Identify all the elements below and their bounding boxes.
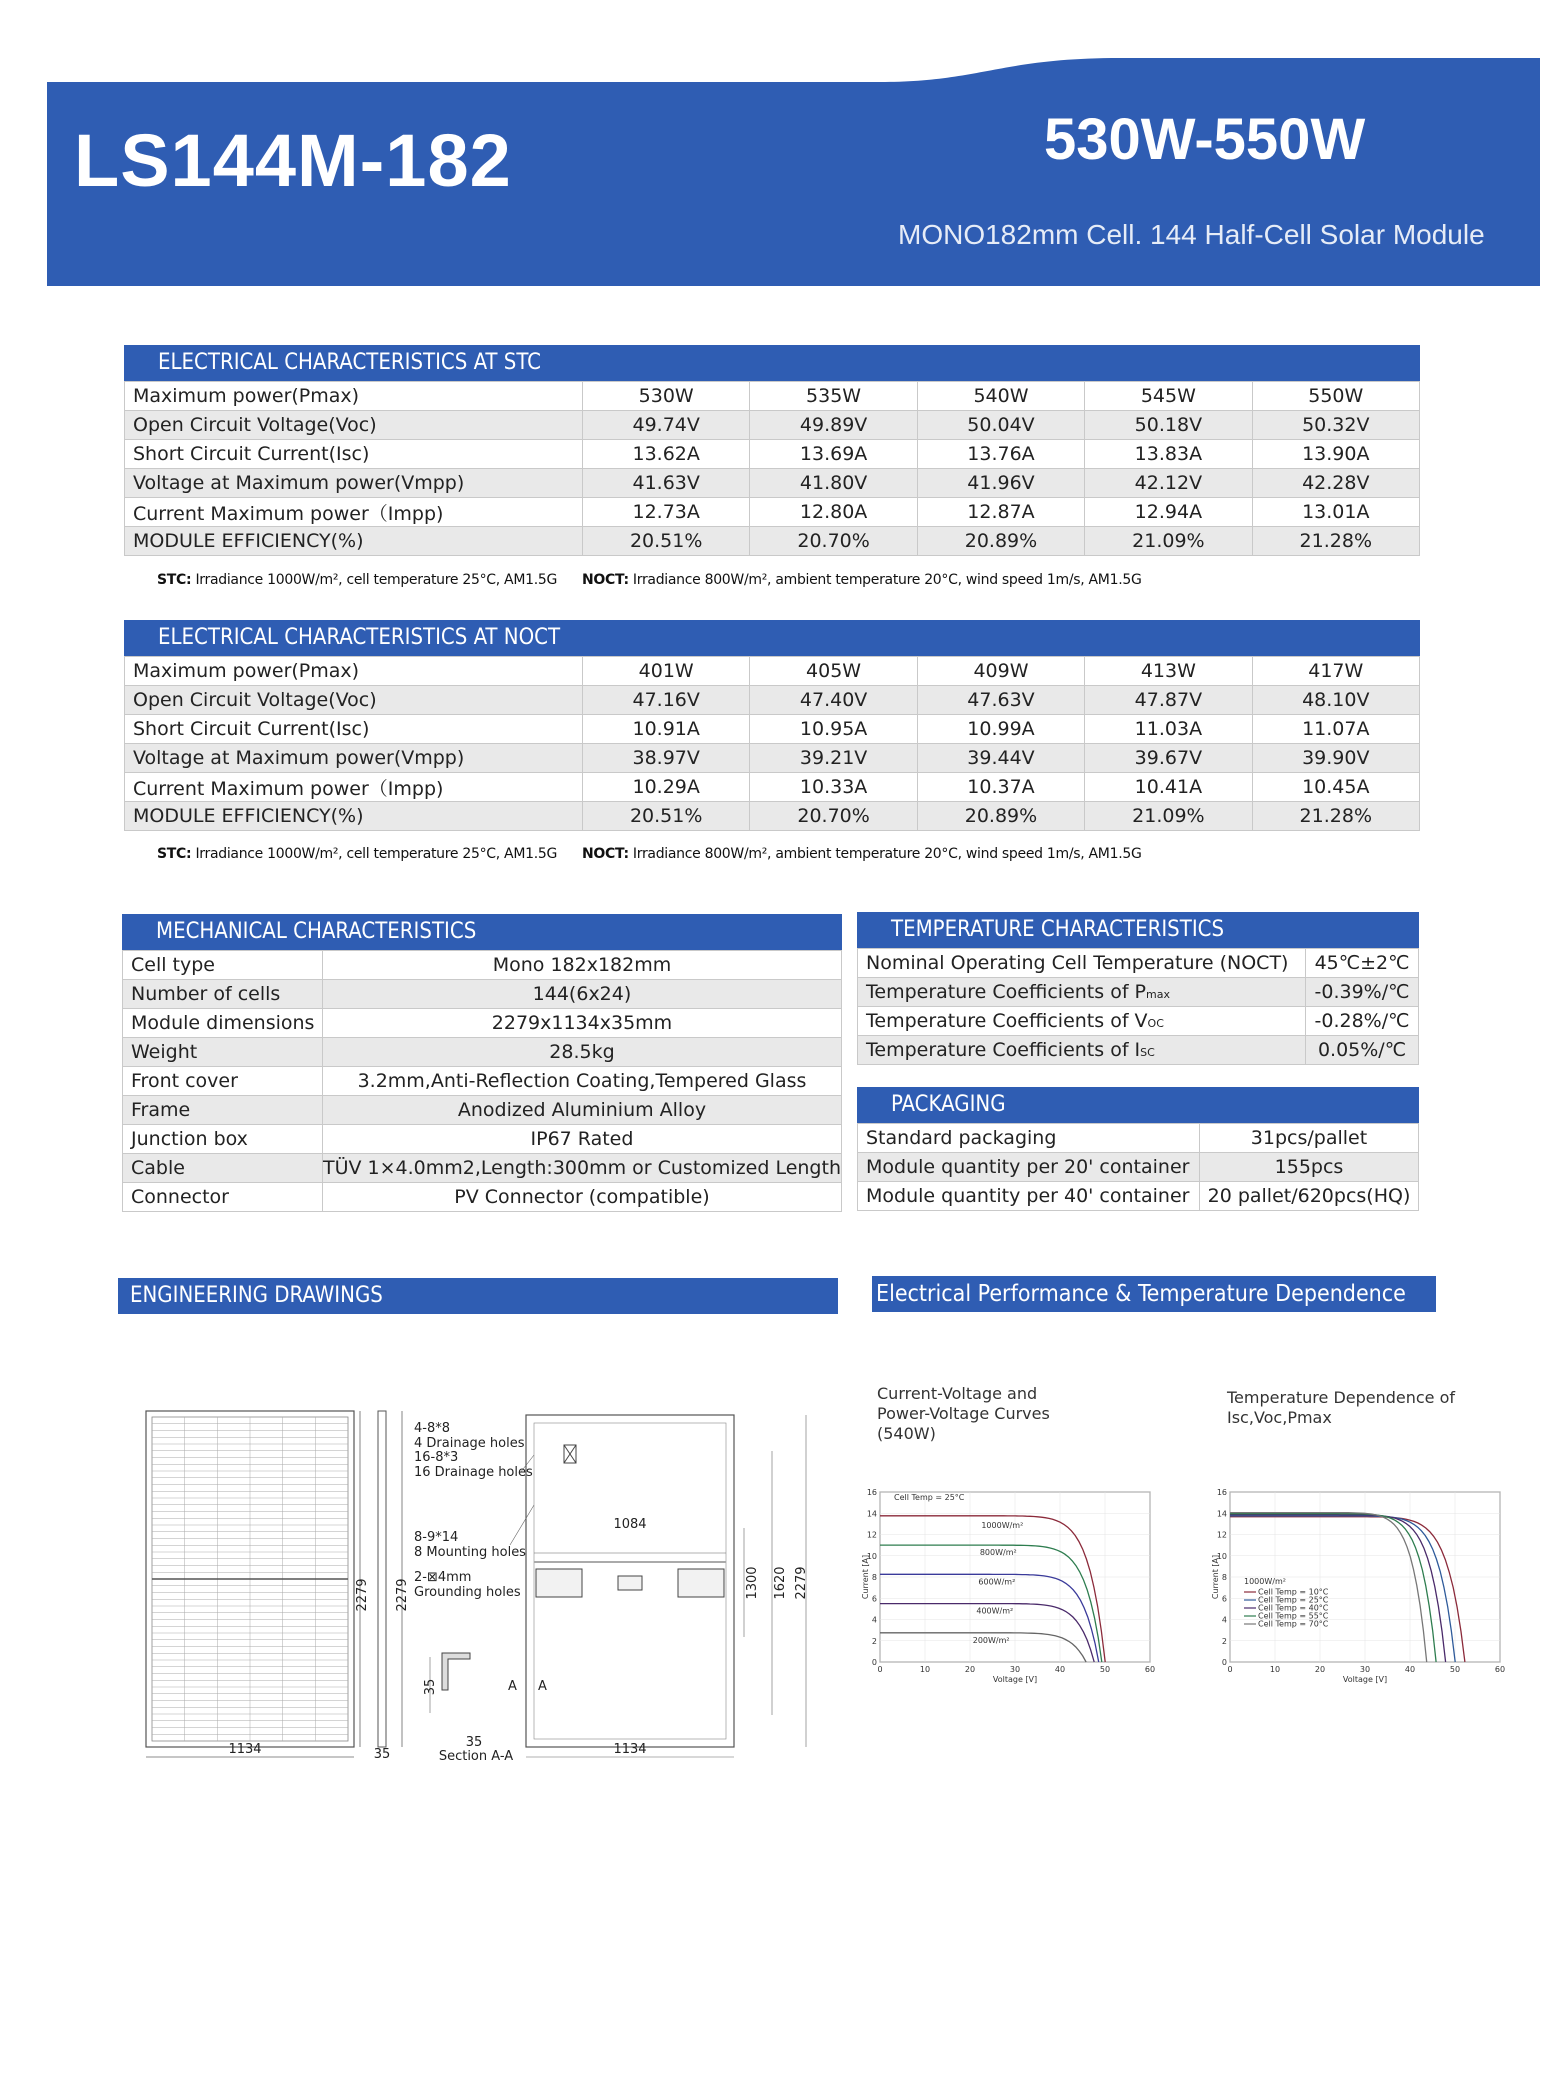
noct-row <box>125 715 1420 744</box>
mech-value: TÜV 1×4.0mm2,Length:300mm or Customized Length <box>322 1154 841 1183</box>
y-tick-label: 4 <box>871 1615 877 1625</box>
mech-value: Mono 182x182mm <box>322 951 841 980</box>
mech-label: Module dimensions <box>123 1009 323 1038</box>
series-label: 400W/m² <box>976 1606 1014 1616</box>
noct-header: ELECTRICAL CHARACTERISTICS AT NOCT <box>124 620 1420 656</box>
x-tick-label: 60 <box>1494 1665 1506 1674</box>
pack-label: Standard packaging <box>858 1124 1200 1153</box>
noct-value: 10.45A <box>1252 773 1419 802</box>
stc-label: Open Circuit Voltage(Voc) <box>125 411 583 440</box>
temp-label: Nominal Operating Cell Temperature (NOCT) <box>858 949 1306 978</box>
stc-value: 42.12V <box>1085 469 1252 498</box>
temp-row <box>858 1036 1419 1065</box>
stc-value: 530W <box>583 382 750 411</box>
temp-label-sub: max <box>1146 988 1170 1001</box>
y-tick-label: 0 <box>871 1658 877 1667</box>
stc-table <box>124 381 1420 556</box>
noct-value: 39.90V <box>1252 744 1419 773</box>
y-axis-label: Current [A] <box>861 1554 870 1600</box>
model-title: LS144M-182 <box>74 119 512 202</box>
dim-width-back: 1134 <box>613 1742 647 1757</box>
mech-row <box>123 1183 842 1212</box>
label-drain1b: 4 Drainage holes <box>414 1436 525 1451</box>
stc-label: Maximum power(Pmax) <box>125 382 583 411</box>
chart2-title: Temperature Dependence of Isc,Voc,Pmax <box>1227 1388 1456 1427</box>
stc-note: STC: Irradiance 1000W/m², cell temperature 25°C, AM1.5G <box>157 572 558 588</box>
noct-table <box>124 656 1420 831</box>
y-tick-label: 2 <box>1221 1636 1227 1646</box>
mech-value: PV Connector (compatible) <box>322 1183 841 1212</box>
y-tick-label: 6 <box>1221 1594 1227 1604</box>
stc-value: 41.63V <box>583 469 750 498</box>
mechanical-table <box>122 950 842 1212</box>
pack-row <box>858 1153 1419 1182</box>
dim-2279-back: 2279 <box>794 1566 809 1600</box>
x-axis-label: Voltage [V] <box>1342 1675 1388 1684</box>
stc-row <box>125 411 1420 440</box>
pack-row <box>858 1124 1419 1153</box>
noct-value: 11.07A <box>1252 715 1419 744</box>
stc-value: 13.90A <box>1252 440 1419 469</box>
x-tick-label: 40 <box>1404 1665 1416 1674</box>
mech-label: Connector <box>123 1183 323 1212</box>
noct-value: 20.70% <box>750 802 917 831</box>
subtitle: MONO182mm Cell. 144 Half-Cell Solar Module <box>898 219 1485 250</box>
label-drain2b: 16 Drainage holes <box>414 1465 533 1480</box>
noct-value: 20.89% <box>917 802 1084 831</box>
mech-row <box>123 1038 842 1067</box>
dim-height-front: 2279 <box>355 1578 370 1612</box>
stc-value: 13.69A <box>750 440 917 469</box>
series-label: 200W/m² <box>972 1635 1010 1645</box>
stc-label: Current Maximum power（Impp) <box>125 498 583 527</box>
temperature-header: TEMPERATURE CHARACTERISTICS <box>857 912 1419 948</box>
noct-value: 39.21V <box>750 744 917 773</box>
noct-value: 39.67V <box>1085 744 1252 773</box>
chart1-title: Current-Voltage and Power-Voltage Curves (540W) <box>877 1384 1050 1443</box>
mech-row <box>123 1067 842 1096</box>
dim-width-front: 1134 <box>228 1742 262 1757</box>
label-drain2: 16-8*3 <box>414 1450 459 1465</box>
section-label: Section A-A <box>438 1749 514 1764</box>
stc-row <box>125 382 1420 411</box>
pack-value: 31pcs/pallet <box>1200 1124 1419 1153</box>
noct-value: 10.91A <box>583 715 750 744</box>
noct-label: Maximum power(Pmax) <box>125 657 583 686</box>
stc-value: 49.74V <box>583 411 750 440</box>
stc-value: 20.70% <box>750 527 917 556</box>
stc-value: 41.80V <box>750 469 917 498</box>
y-tick-label: 8 <box>1221 1573 1227 1582</box>
y-tick-label: 0 <box>1221 1658 1227 1667</box>
x-tick-label: 50 <box>1449 1665 1461 1674</box>
front-view <box>146 1411 354 1747</box>
temp-row <box>858 1007 1419 1036</box>
mech-value: 2279x1134x35mm <box>322 1009 841 1038</box>
performance-header: Electrical Performance & Temperature Dependence <box>872 1276 1436 1312</box>
noct-value: 47.63V <box>917 686 1084 715</box>
x-tick-label: 40 <box>1054 1665 1066 1674</box>
drawings-header: ENGINEERING DRAWINGS <box>118 1278 838 1314</box>
y-axis-label: Current [A] <box>1211 1554 1220 1600</box>
stc-row <box>125 527 1420 556</box>
mech-label: Cell type <box>123 951 323 980</box>
mech-label: Frame <box>123 1096 323 1125</box>
x-tick-label: 0 <box>877 1665 883 1674</box>
stc-value: 12.87A <box>917 498 1084 527</box>
pack-value: 155pcs <box>1200 1153 1419 1182</box>
noct-value: 47.16V <box>583 686 750 715</box>
stc-header: ELECTRICAL CHARACTERISTICS AT STC <box>124 345 1420 381</box>
mech-row <box>123 1009 842 1038</box>
stc-row <box>125 440 1420 469</box>
stc-value: 545W <box>1085 382 1252 411</box>
noct-value: 20.51% <box>583 802 750 831</box>
section-a-left: A <box>508 1679 517 1694</box>
series-label: 1000W/m² <box>981 1520 1024 1530</box>
power-range: 530W-550W <box>1044 107 1366 172</box>
mech-label: Cable <box>123 1154 323 1183</box>
stc-label: Short Circuit Current(Isc) <box>125 440 583 469</box>
y-tick-label: 12 <box>1216 1530 1227 1540</box>
y-tick-label: 16 <box>1216 1488 1227 1497</box>
legend-entry: Cell Temp = 55°C <box>1258 1611 1329 1621</box>
noct-value: 47.87V <box>1085 686 1252 715</box>
mechanical-header: MECHANICAL CHARACTERISTICS <box>122 914 842 950</box>
stc-value: 540W <box>917 382 1084 411</box>
temp-value: 0.05%/℃ <box>1306 1036 1419 1065</box>
dim-height-side: 2279 <box>395 1578 410 1612</box>
y-tick-label: 6 <box>871 1594 877 1604</box>
temp-label: Temperature Coefficients of Pmax <box>858 978 1306 1007</box>
dim-section-35b: 35 <box>465 1735 483 1750</box>
temperature-table <box>857 948 1419 1065</box>
x-tick-label: 0 <box>1227 1665 1233 1674</box>
noct-label: MODULE EFFICIENCY(%) <box>125 802 583 831</box>
noct-label: Current Maximum power（Impp) <box>125 773 583 802</box>
y-tick-label: 14 <box>866 1509 877 1519</box>
legend-entry: Cell Temp = 10°C <box>1258 1587 1329 1597</box>
side-view <box>374 1411 410 1762</box>
stc-value: 21.09% <box>1085 527 1252 556</box>
y-tick-label: 8 <box>871 1573 877 1582</box>
stc-label: Voltage at Maximum power(Vmpp) <box>125 469 583 498</box>
packaging-table <box>857 1123 1419 1211</box>
y-tick-label: 4 <box>1221 1615 1227 1625</box>
label-ground: 2-⊠4mm <box>414 1570 472 1585</box>
packaging-header: PACKAGING <box>857 1087 1419 1123</box>
label-drain1: 4-8*8 <box>414 1421 451 1436</box>
x-tick-label: 50 <box>1099 1665 1111 1674</box>
series-label: 600W/m² <box>978 1577 1016 1587</box>
dim-section-35: 35 <box>423 1678 438 1696</box>
stc-value: 42.28V <box>1252 469 1419 498</box>
noct-value: 38.97V <box>583 744 750 773</box>
noct-label: Open Circuit Voltage(Voc) <box>125 686 583 715</box>
series-label: 800W/m² <box>979 1548 1017 1558</box>
section-a-right: A <box>538 1679 547 1694</box>
stc-value: 21.28% <box>1252 527 1419 556</box>
mech-label: Number of cells <box>123 980 323 1009</box>
legend-entry: Cell Temp = 40°C <box>1258 1603 1329 1613</box>
y-tick-label: 2 <box>871 1636 877 1646</box>
noct-note: NOCT: Irradiance 800W/m², ambient temperature 20°C, wind speed 1m/s, AM1.5G <box>582 572 1142 588</box>
stc-value: 13.01A <box>1252 498 1419 527</box>
temp-label: Temperature Coefficients of VOC <box>858 1007 1306 1036</box>
noct-value: 10.41A <box>1085 773 1252 802</box>
x-tick-label: 10 <box>1269 1665 1281 1674</box>
y-tick-label: 12 <box>866 1530 877 1540</box>
mech-value: 3.2mm,Anti-Reflection Coating,Tempered Glass <box>322 1067 841 1096</box>
stc-value: 550W <box>1252 382 1419 411</box>
legend-entry: Cell Temp = 70°C <box>1258 1619 1329 1629</box>
stc-value: 20.89% <box>917 527 1084 556</box>
iv-chart-temperature <box>1210 1478 1510 1688</box>
temp-value: -0.39%/℃ <box>1306 978 1419 1007</box>
noct-value: 405W <box>750 657 917 686</box>
noct-label: Voltage at Maximum power(Vmpp) <box>125 744 583 773</box>
stc-value: 13.83A <box>1085 440 1252 469</box>
x-tick-label: 10 <box>919 1665 931 1674</box>
noct-value: 417W <box>1252 657 1419 686</box>
legend-entry: Cell Temp = 25°C <box>1258 1595 1329 1605</box>
stc-value: 13.62A <box>583 440 750 469</box>
pack-label: Module quantity per 20' container <box>858 1153 1200 1182</box>
pack-value: 20 pallet/620pcs(HQ) <box>1200 1182 1419 1211</box>
noct-value: 10.29A <box>583 773 750 802</box>
y-tick-label: 14 <box>1216 1509 1227 1519</box>
stc-value: 12.94A <box>1085 498 1252 527</box>
chart-annotation: Cell Temp = 25°C <box>894 1493 965 1502</box>
temp-value: -0.28%/℃ <box>1306 1007 1419 1036</box>
mech-value: 28.5kg <box>322 1038 841 1067</box>
stc-value: 50.18V <box>1085 411 1252 440</box>
stc-row <box>125 469 1420 498</box>
stc-value: 50.32V <box>1252 411 1419 440</box>
mech-row <box>123 1125 842 1154</box>
stc-value: 20.51% <box>583 527 750 556</box>
noct-note-2: NOCT: Irradiance 800W/m², ambient temperature 20°C, wind speed 1m/s, AM1.5G <box>582 846 1142 862</box>
mech-value: IP67 Rated <box>322 1125 841 1154</box>
pack-label: Module quantity per 40' container <box>858 1182 1200 1211</box>
x-tick-label: 20 <box>1314 1665 1326 1674</box>
y-tick-label: 16 <box>866 1488 877 1497</box>
stc-label: MODULE EFFICIENCY(%) <box>125 527 583 556</box>
x-tick-label: 20 <box>964 1665 976 1674</box>
engineering-drawing <box>130 1395 830 1770</box>
stc-value: 535W <box>750 382 917 411</box>
stc-row <box>125 498 1420 527</box>
temp-label-sub: OC <box>1147 1017 1164 1030</box>
noct-value: 47.40V <box>750 686 917 715</box>
mech-label: Junction box <box>123 1125 323 1154</box>
y-tick-label: 10 <box>866 1551 877 1561</box>
mech-label: Weight <box>123 1038 323 1067</box>
y-tick-label: 10 <box>1216 1551 1227 1561</box>
noct-label: Short Circuit Current(Isc) <box>125 715 583 744</box>
noct-value: 21.28% <box>1252 802 1419 831</box>
pack-row <box>858 1182 1419 1211</box>
label-groundb: Grounding holes <box>414 1585 521 1600</box>
temp-value: 45℃±2℃ <box>1306 949 1419 978</box>
mech-value: Anodized Aluminium Alloy <box>322 1096 841 1125</box>
mech-row <box>123 1154 842 1183</box>
noct-value: 401W <box>583 657 750 686</box>
noct-value: 48.10V <box>1252 686 1419 715</box>
iv-chart-irradiance <box>860 1478 1160 1688</box>
temp-label-sub: SC <box>1140 1046 1155 1059</box>
stc-value: 12.80A <box>750 498 917 527</box>
noct-value: 39.44V <box>917 744 1084 773</box>
mech-value: 144(6x24) <box>322 980 841 1009</box>
x-tick-label: 60 <box>1144 1665 1156 1674</box>
noct-value: 10.95A <box>750 715 917 744</box>
noct-row <box>125 686 1420 715</box>
dim-thick-side: 35 <box>373 1747 391 1762</box>
noct-row <box>125 657 1420 686</box>
mech-label: Front cover <box>123 1067 323 1096</box>
noct-value: 413W <box>1085 657 1252 686</box>
stc-note-2: STC: Irradiance 1000W/m², cell temperature 25°C, AM1.5G <box>157 846 558 862</box>
noct-value: 10.37A <box>917 773 1084 802</box>
noct-row <box>125 744 1420 773</box>
stc-value: 50.04V <box>917 411 1084 440</box>
noct-row <box>125 802 1420 831</box>
stc-value: 12.73A <box>583 498 750 527</box>
dim-1084: 1084 <box>613 1517 647 1532</box>
x-axis-label: Voltage [V] <box>992 1675 1038 1684</box>
back-view <box>526 1415 809 1757</box>
noct-row <box>125 773 1420 802</box>
noct-value: 10.99A <box>917 715 1084 744</box>
dim-1620: 1620 <box>773 1566 788 1600</box>
x-tick-label: 30 <box>1009 1665 1021 1674</box>
legend-title: 1000W/m² <box>1244 1577 1286 1586</box>
mech-row <box>123 980 842 1009</box>
label-mountb: 8 Mounting holes <box>414 1545 526 1560</box>
mech-row <box>123 951 842 980</box>
noct-value: 21.09% <box>1085 802 1252 831</box>
temp-row <box>858 949 1419 978</box>
x-tick-label: 30 <box>1359 1665 1371 1674</box>
stc-value: 13.76A <box>917 440 1084 469</box>
temp-row <box>858 978 1419 1007</box>
dim-1300: 1300 <box>745 1566 760 1600</box>
noct-value: 409W <box>917 657 1084 686</box>
stc-value: 49.89V <box>750 411 917 440</box>
label-mount: 8-9*14 <box>414 1530 459 1545</box>
noct-value: 11.03A <box>1085 715 1252 744</box>
stc-value: 41.96V <box>917 469 1084 498</box>
mech-row <box>123 1096 842 1125</box>
noct-value: 10.33A <box>750 773 917 802</box>
temp-label: Temperature Coefficients of ISC <box>858 1036 1306 1065</box>
